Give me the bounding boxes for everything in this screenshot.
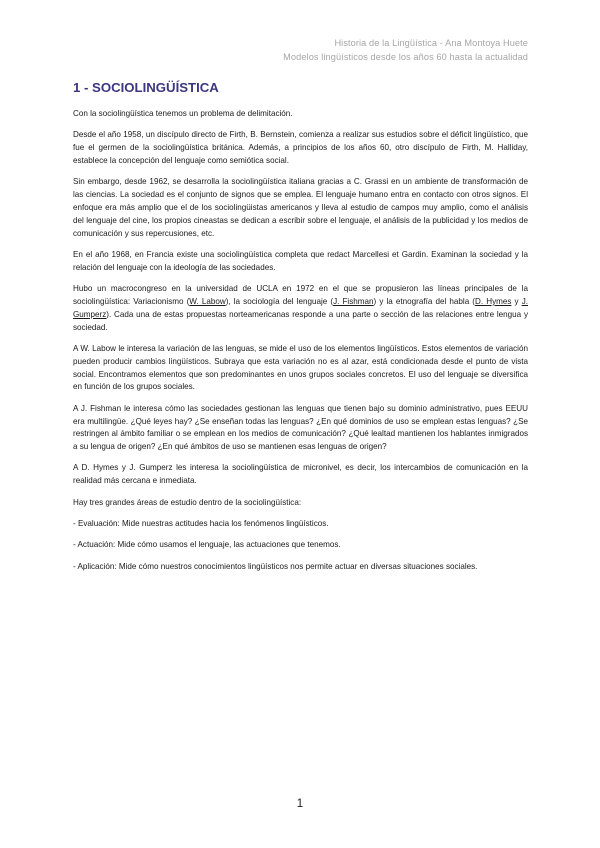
paragraph-ucla-text-1: Hubo un macrocongreso en la universidad de UCLA en 1972 en el que se propusieron las líneas principales de la sociolingüística: Variacionismo (	[73, 284, 528, 306]
list-item-aplicacion: - Aplicación: Mide cómo nuestros conocimientos lingüísticos nos permite actuar en diversas situaciones sociales.	[73, 561, 478, 571]
page-number: 1	[296, 798, 304, 810]
paragraph-ucla-text-3: ) y la etnografía del habla (	[373, 296, 476, 306]
paragraph-ucla-text-2: ), la sociología del lenguaje (	[225, 296, 334, 306]
header-line-subject: Modelos lingüísticos desde los años 60 hasta la actualidad	[283, 51, 528, 62]
paragraph-intro: Con la sociolingüística tenemos un problema de delimitación.	[73, 109, 293, 118]
header-line-author: Historia de la Lingüística - Ana Montoya Huete	[334, 38, 528, 48]
paragraph-hymes-gumperz: A D. Hymes y J. Gumperz les interesa la sociolingüística de micronivel, es decir, los intercambios de comunicación en la realidad más cercana e inmediata.	[73, 463, 528, 486]
link-gumperz[interactable]: J. Gumperz	[73, 296, 528, 319]
paragraph-areas-intro: Hay tres grandes áreas de estudio dentro de la sociolingüística:	[73, 497, 302, 507]
paragraph-ucla	[73, 283, 528, 334]
paragraph-bernstein: Desde el año 1958, un discípulo directo de Firth, B. Bernstein, comienza a realizar sus estudios sobre el déficit lingüístico, que fue el germen de la sociolingüística británica. Además, a principios de los años 60, otro discípulo de Firth, M. Halliday, establece la concepción del lenguaje como semiótica social.	[73, 130, 528, 165]
section-title: 1 - SOCIOLINGÜÍSTICA	[73, 80, 219, 95]
paragraph-ucla-text-4: y	[511, 296, 522, 306]
document-body	[73, 108, 528, 582]
paragraph-france: En el año 1968, en Francia existe una sociolingüística completa que redact Marcellesi et Gardin. Examinan la sociedad y la relación del lenguaje con la ideología de las sociedades.	[73, 249, 528, 272]
link-labow[interactable]: W. Labow	[189, 296, 226, 306]
list-item-evaluacion: - Evaluación: Mide nuestras actitudes hacia los fenómenos lingüísticos.	[73, 519, 329, 529]
paragraph-labow: A W. Labow le interesa la variación de las lenguas, se mide el uso de los elementos lingüísticos. Estos elementos de variación pueden producir cambios lingüísticos. Subraya que esta variación no es al azar, está condicionada desde el punto de vista social. Encontramos elementos que son predominantes en unos grupos sociales concretos. El uso del lenguaje se diversifica en función de los grupos sociales.	[73, 343, 528, 392]
paragraph-fishman: A J. Fishman le interesa cómo las sociedades gestionan las lenguas que tienen bajo su dominio administrativo, pues EEUU era multilingüe. ¿Qué leyes hay? ¿Se enseñan todas las lenguas? ¿En qué dominios de uso se emplean estas lenguas? ¿Se restringen al ámbito familiar o se emplean en los medios de comunicación? ¿Qué lealtad mantienen los hablantes inmigrados a su lengua de origen? ¿En qué ámbitos de uso se mantienen esas lenguas de origen?	[73, 403, 528, 452]
paragraph-italian: Sin embargo, desde 1962, se desarrolla la sociolingüística italiana gracias a C. Grassi en un ambiente de transformación de las ciencias. La sociedad es el conjunto de signos que se emplea. El lenguaje humano entra en contacto con otros signos. El enfoque era más amplio que el de los sociolingüistas americanos y lleva al estudio de campos muy amplio, como el análisis del lenguaje del cine, los propios cineastas se dedican a escribir sobre el lenguaje, el análisis de la publicidad y los medios de comunicación y sus repercusiones, etc.	[73, 177, 528, 238]
list-item-actuacion: - Actuación: Mide cómo usamos el lenguaje, las actuaciones que tenemos.	[73, 540, 341, 550]
paragraph-ucla-text-5: ). Cada una de estas propuestas norteamericanas responde a una parte o sección de las relaciones entre lengua y sociedad.	[73, 309, 528, 332]
link-hymes[interactable]: D. Hymes	[475, 296, 512, 306]
running-header	[283, 37, 528, 64]
link-fishman[interactable]: J. Fishman	[333, 296, 374, 306]
